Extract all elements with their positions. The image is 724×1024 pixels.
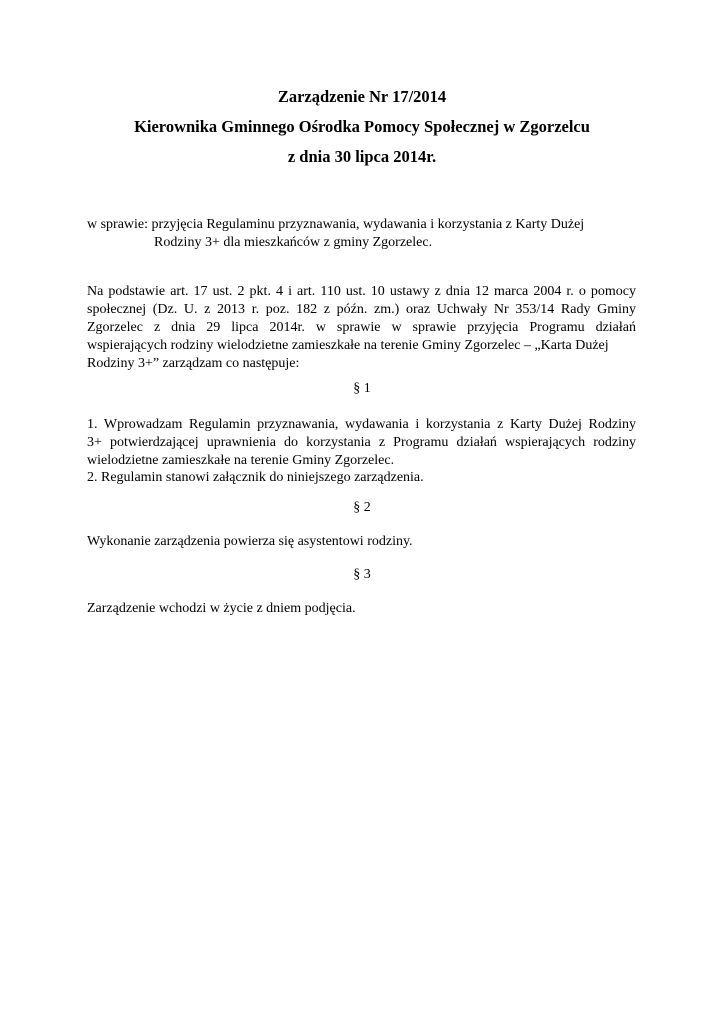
preamble-line-2: społecznej (Dz. U. z 2013 r. poz. 182 z późn. zm.) oraz Uchwały Nr 353/14 Rady Gminy bbox=[87, 302, 636, 317]
section-2-text: Wykonanie zarządzenia powierza się asystentowi rodziny. bbox=[87, 534, 413, 549]
section-1-line-2: 3+ potwierdzającej uprawnienia do korzystania z Programu działań wspierających rodziny bbox=[87, 435, 636, 450]
section-1-line-4: 2. Regulamin stanowi załącznik do niniejszego zarządzenia. bbox=[87, 470, 424, 485]
preamble-line-5: Rodziny 3+” zarządzam co następuje: bbox=[87, 356, 300, 371]
issuer-line: Kierownika Gminnego Ośrodka Pomocy Społecznej w Zgorzelcu bbox=[134, 117, 590, 136]
date-line: z dnia 30 lipca 2014r. bbox=[287, 147, 437, 166]
section-1-line-1: 1. Wprowadzam Regulamin przyznawania, wydawania i korzystania z Karty Dużej Rodziny bbox=[87, 417, 636, 432]
section-2-heading: § 2 bbox=[353, 500, 371, 515]
preamble-line-1: Na podstawie art. 17 ust. 2 pkt. 4 i art. 110 ust. 10 ustawy z dnia 12 marca 2004 r. o pomocy bbox=[87, 284, 636, 299]
preamble-line-3: Zgorzelec z dnia 29 lipca 2014r. w sprawie w sprawie przyjęcia Programu działań bbox=[87, 320, 636, 335]
section-1-heading: § 1 bbox=[353, 381, 371, 396]
section-3-text: Zarządzenie wchodzi w życie z dniem podjęcia. bbox=[87, 601, 356, 616]
subject-line-1: w sprawie: przyjęcia Regulaminu przyznawania, wydawania i korzystania z Karty Dużej bbox=[87, 217, 585, 232]
document-title: Zarządzenie Nr 17/2014 bbox=[277, 87, 447, 106]
preamble-line-4: wspierających rodziny wielodzietne zamieszkałe na terenie Gminy Zgorzelec – „Karta Dużej bbox=[87, 338, 609, 353]
subject-line-2: Rodziny 3+ dla mieszkańców z gminy Zgorzelec. bbox=[154, 235, 433, 250]
section-3-heading: § 3 bbox=[353, 567, 371, 582]
section-1-line-3: wielodzietne zamieszkałe na terenie Gminy Zgorzelec. bbox=[87, 453, 395, 468]
